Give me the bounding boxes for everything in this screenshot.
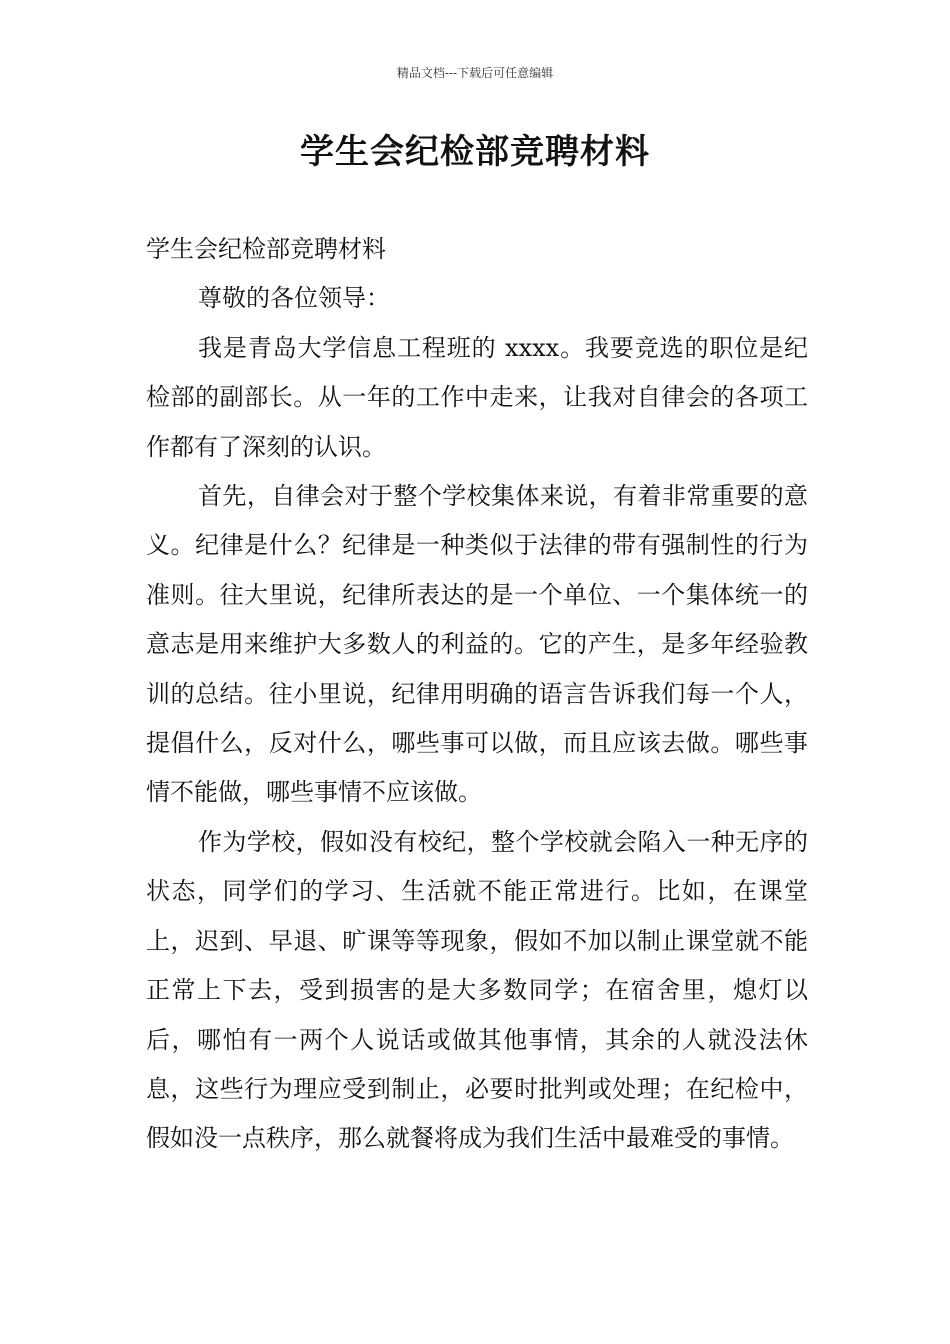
document-body [146, 225, 808, 1164]
paragraph-discipline-meaning: 首先，自律会对于整个学校集体来说，有着非常重要的意义。纪律是什么？纪律是一种类似于法律的带有强制性的行为准则。往大里说，纪律所表达的是一个单位、一个集体统一的意志是用来维护大多数人的利益的。它的产生，是多年经验教训的总结。往小里说，纪律用明确的语言告诉我们每一个人，提倡什么，反对什么，哪些事可以做，而且应该去做。哪些事情不能做，哪些事情不应该做。 [146, 482, 808, 807]
paragraph-subtitle: 学生会纪检部竞聘材料 [146, 235, 386, 263]
paragraph-introduction: 我是青岛大学信息工程班的 xxxx。我要竞选的职位是纪检部的副部长。从一年的工作中走来，让我对自律会的各项工作都有了深刻的认识。 [146, 333, 808, 461]
paragraph-school-discipline: 作为学校，假如没有校纪，整个学校就会陷入一种无序的状态，同学们的学习、生活就不能正常进行。比如，在课堂上，迟到、早退、旷课等等现象，假如不加以制止课堂就不能正常上下去，受到损害的是大多数同学；在宿舍里，熄灯以后，哪怕有一两个人说话或做其他事情，其余的人就没法休息，这些行为理应受到制止，必要时批判或处理；在纪检中，假如没一点秩序，那么就餐将成为我们生活中最难受的事情。 [146, 827, 808, 1153]
paragraph-salutation: 尊敬的各位领导： [198, 284, 390, 313]
header-note: 精品文档---下载后可任意编辑 [396, 66, 554, 80]
document-title: 学生会纪检部竞聘材料 [300, 132, 650, 172]
